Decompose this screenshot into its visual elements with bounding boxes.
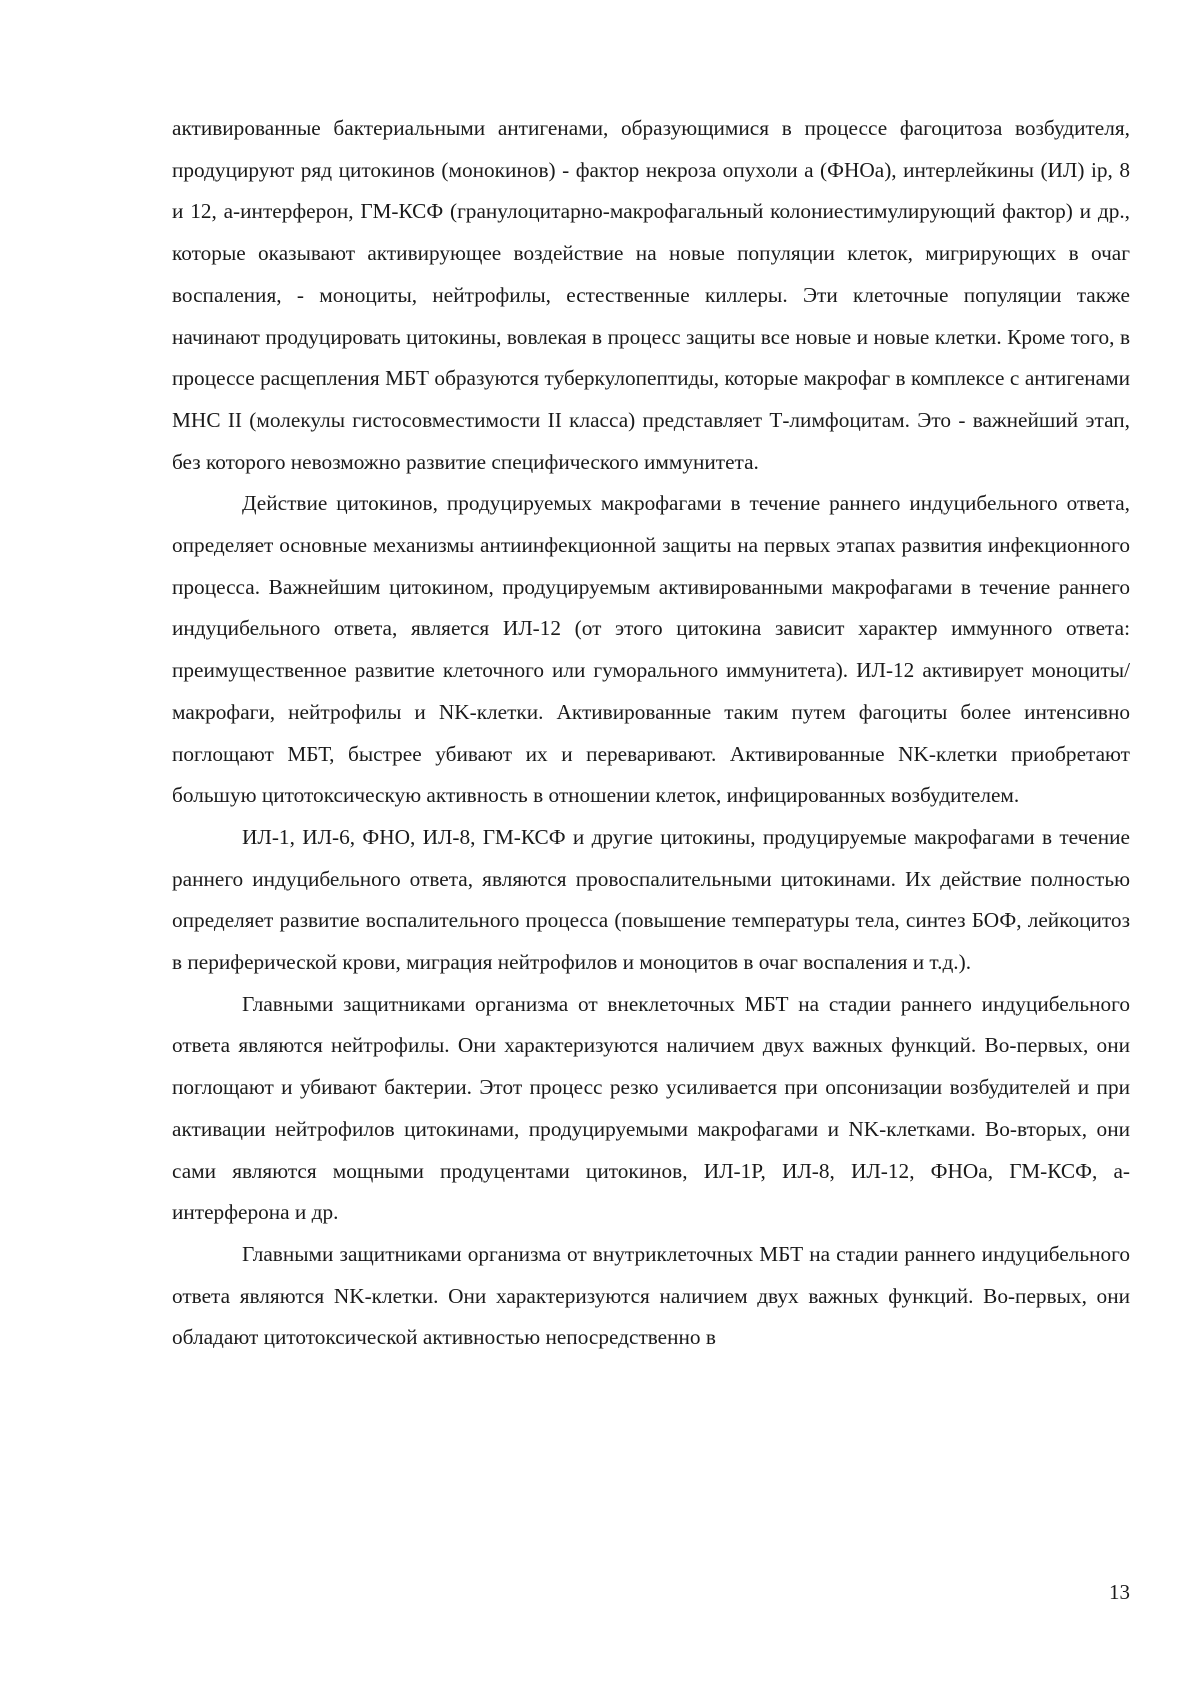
page-number: 13 (1109, 1580, 1130, 1604)
paragraph-4: Главными защитниками организма от внеклеточных МБТ на стадии раннего индуцибельного ответа являются нейтрофилы. Они характеризуются наличием двух важных функций. Во-первых, они поглощают и убивают бактерии. Этот процесс резко усиливается при опсонизации возбудителей и при активации нейтрофилов цитокинами, продуцируемыми макрофагами и NK-клетками. Во-вторых, они сами являются мощными продуцентами цитокинов, ИЛ-1Р, ИЛ-8, ИЛ-12, ФНОа, ГМ-КСФ, а-интерферона и др. (172, 991, 1130, 1225)
paragraph-1: активированные бактериальными антигенами, образующимися в процессе фагоцитоза возбудителя, продуцируют ряд цитокинов (монокинов) - фактор некроза опухоли а (ФНОа), интерлейкины (ИЛ) ip, 8 и 12, а-интерферон, ГМ-КСФ (гранулоцитарно-макрофагальный колониестимулирующий фактор) и др., которые оказывают активирующее воздействие на новые популяции клеток, мигрирующих в очаг воспаления, - моноциты, нейтрофилы, естественные киллеры. Эти клеточные популяции также начинают продуцировать цитокины, вовлекая в процесс защиты все новые и новые клетки. Кроме того, в процессе расщепления МБТ образуются туберкулопептиды, которые макрофаг в комплексе с антигенами MHC II (молекулы гистосовместимости II класса) представляет Т-лимфоцитам. Это - важнейший этап, без которого невозможно развитие специфического иммунитета. (172, 116, 1130, 474)
paragraph-3: ИЛ-1, ИЛ-6, ФНО, ИЛ-8, ГМ-КСФ и другие цитокины, продуцируемые макрофагами в течение раннего индуцибельного ответа, являются провоспалительными цитокинами. Их действие полностью определяет развитие воспалительного процесса (повышение температуры тела, синтез БОФ, лейкоцитоз в периферической крови, миграция нейтрофилов и моноцитов в очаг воспаления и т.д.). (172, 824, 1130, 975)
paragraph-5: Главными защитниками организма от внутриклеточных МБТ на стадии раннего индуцибельного ответа являются NK-клетки. Они характеризуются наличием двух важных функций. Во-первых, они обладают цитотоксической активностью непосредственно в (172, 1241, 1130, 1350)
paragraph-2: Действие цитокинов, продуцируемых макрофагами в течение раннего индуцибельного ответа, определяет основные механизмы антиинфекционной защиты на первых этапах развития инфекционного процесса. Важнейшим цитокином, продуцируемым активированными макрофагами в течение раннего индуцибельного ответа, является ИЛ-12 (от этого цитокина зависит характер иммунного ответа: преимущественное развитие клеточного или гуморального иммунитета). ИЛ-12 активирует моноциты/макрофаги, нейтрофилы и NK-клетки. Активированные таким путем фагоциты более интенсивно поглощают МБТ, быстрее убивают их и переваривают. Активированные NK-клетки приобретают большую цитотоксическую активность в отношении клеток, инфицированных возбудителем. (172, 491, 1130, 808)
body-text (172, 108, 1130, 1359)
